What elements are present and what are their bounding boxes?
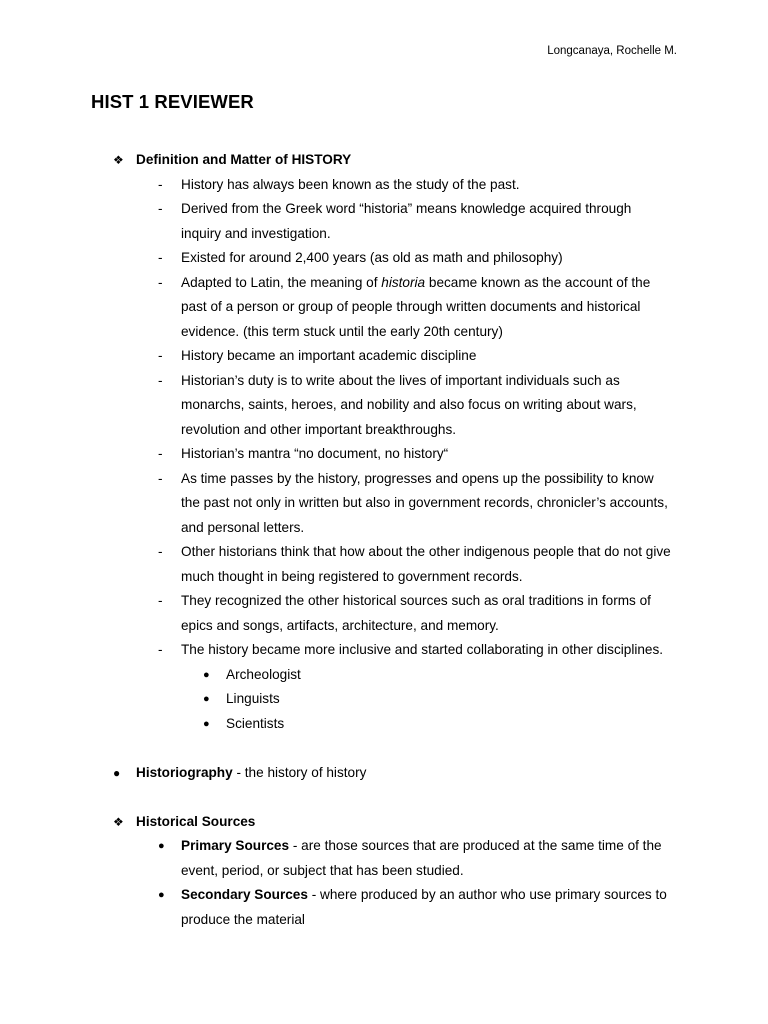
sub-list-item: [0, 712, 768, 737]
sub-list-item-text: Archeologist: [226, 666, 301, 682]
list-item: [0, 173, 768, 198]
list-item-continuation: [0, 418, 768, 443]
source-definition: - are those sources that are produced at the same time of the: [289, 838, 662, 853]
sub-list-item-text: Scientists: [226, 715, 285, 731]
list-item-text: evidence. (this term stuck until the early 20th century): [181, 323, 503, 339]
list-item-text: History became an important academic discipline: [181, 348, 477, 363]
spacer: [0, 736, 768, 761]
dash-bullet-icon: -: [158, 176, 163, 192]
source-item-text: [181, 834, 662, 859]
dash-bullet-icon: -: [158, 544, 163, 559]
list-item-text: revolution and other important breakthroughs.: [181, 421, 457, 437]
list-item-continuation: [0, 491, 768, 516]
section-historiography: [0, 761, 768, 786]
document-body: [0, 148, 768, 932]
list-item-text: Existed for around 2,400 years (as old as math and philosophy): [181, 250, 563, 265]
list-item-text: The history became more inclusive and started collaborating in other disciplines.: [181, 642, 664, 657]
source-item-text: produce the material: [181, 911, 305, 927]
dash-bullet-icon: -: [158, 250, 163, 265]
list-item-text-part: the account of the: [542, 274, 651, 290]
definition-body: - the history of history: [232, 764, 367, 780]
sub-list-item-text: Linguists: [226, 691, 280, 706]
list-item-continuation: [0, 614, 768, 639]
list-item-text: the past not only in written but also in government records, chronicler’s accounts,: [181, 495, 668, 510]
dash-bullet-icon: -: [158, 372, 163, 388]
source-item-text: event, period, or subject that has been studied.: [181, 862, 464, 878]
list-item: [0, 246, 768, 271]
list-item: [0, 638, 768, 663]
list-item-text: and personal letters.: [181, 519, 305, 535]
list-item: [0, 369, 768, 394]
source-item: [0, 883, 768, 908]
list-item-text: History has always been known as the study of the past.: [181, 176, 520, 192]
diamond-bullet-icon: ❖: [113, 153, 124, 167]
dash-bullet-icon: -: [158, 201, 163, 216]
list-item-text: epics and songs, artifacts, architecture, and memory.: [181, 617, 499, 633]
sub-list-item: [0, 663, 768, 688]
round-bullet-icon: ●: [203, 693, 210, 705]
list-item-text: They recognized the other historical sources such as oral traditions in forms of: [181, 593, 651, 608]
spacer: [0, 785, 768, 810]
dash-bullet-icon: -: [158, 593, 163, 608]
list-item-text: [181, 271, 650, 296]
round-bullet-icon: ●: [203, 717, 210, 730]
list-item-continuation: [0, 222, 768, 247]
dash-bullet-icon: -: [158, 642, 163, 657]
round-bullet-icon: ●: [203, 668, 210, 681]
source-definition: - where produced by an author who use primary sources to: [307, 887, 667, 902]
author-name: Longcanaya, Rochelle M.: [547, 45, 677, 57]
list-item-continuation: [0, 516, 768, 541]
list-item-continuation: [0, 320, 768, 345]
section-heading-text: Definition and Matter of HISTORY: [136, 152, 352, 167]
sub-list-item: [0, 687, 768, 712]
definition-text: [136, 761, 366, 786]
list-item-continuation: [0, 295, 768, 320]
list-item: [0, 197, 768, 222]
list-item: [0, 589, 768, 614]
source-item: [0, 834, 768, 859]
definition-term: Historiography: [136, 764, 233, 780]
dash-bullet-icon: -: [158, 348, 163, 363]
list-item-text: much thought in being registered to government records.: [181, 568, 523, 584]
list-item-continuation: [0, 565, 768, 590]
list-item-text: Historian’s mantra “no document, no history“: [181, 446, 449, 461]
source-item-continuation: [0, 908, 768, 933]
round-bullet-icon: ●: [113, 765, 121, 780]
list-item: [0, 344, 768, 369]
list-item: [0, 467, 768, 492]
source-item-text: [181, 883, 667, 908]
list-item-text: past of a person or group of people through written documents and historical: [181, 299, 641, 314]
dash-bullet-icon: -: [158, 470, 163, 486]
list-item-text: Derived from the Greek word “historia” means knowledge acquired through: [181, 201, 632, 216]
dash-bullet-icon: -: [158, 446, 163, 461]
round-bullet-icon: ●: [158, 889, 165, 901]
section-heading-text: Historical Sources: [136, 813, 256, 829]
list-item-continuation: [0, 393, 768, 418]
list-item-text: monarchs, saints, heroes, and nobility and also focus on writing about wars,: [181, 397, 637, 412]
list-item-text-part: Adapted to Latin, the meaning of: [181, 274, 382, 290]
list-item: [0, 442, 768, 467]
list-item: [0, 271, 768, 296]
section-heading-definition: [0, 148, 768, 173]
list-item-text: As time passes by the history, progresses and opens up the possibility to know: [181, 470, 654, 486]
dash-bullet-icon: -: [158, 274, 163, 290]
round-bullet-icon: ●: [158, 840, 165, 852]
section-heading-sources: [0, 810, 768, 835]
document-title: HIST 1 REVIEWER: [91, 91, 254, 112]
list-item-text: Historian’s duty is to write about the lives of important individuals such as: [181, 372, 620, 388]
list-item-text-part: became known as: [425, 274, 539, 290]
italic-term: historia: [381, 274, 426, 290]
source-term: Primary Sources: [181, 838, 290, 853]
source-item-continuation: [0, 859, 768, 884]
list-item-text: Other historians think that how about the other indigenous people that do not give: [181, 544, 671, 559]
list-item-text: inquiry and investigation.: [181, 225, 331, 241]
diamond-bullet-icon: ❖: [113, 814, 124, 829]
source-term: Secondary Sources: [181, 887, 308, 902]
list-item: [0, 540, 768, 565]
